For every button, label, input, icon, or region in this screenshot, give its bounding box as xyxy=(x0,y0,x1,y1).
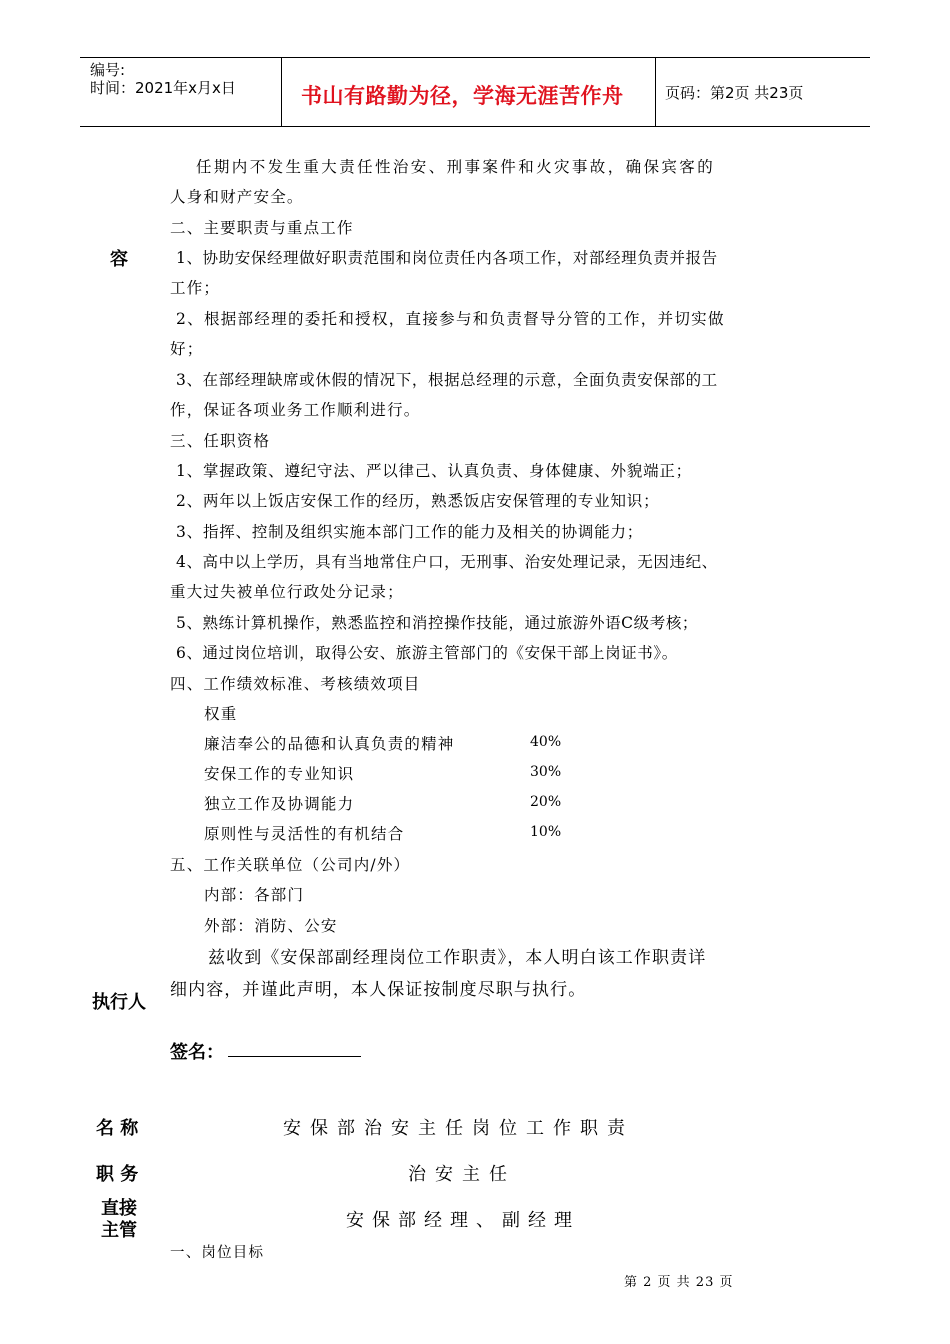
section-5-title: 五、工作关联单位（公司内/外） xyxy=(170,856,411,874)
header-divider-2 xyxy=(655,58,656,126)
qualification-2: 2、两年以上饭店安保工作的经历，熟悉饭店安保管理的专业知识； xyxy=(176,492,660,510)
section-2-title: 二、主要职责与重点工作 xyxy=(170,219,354,237)
weight-pct-2: 30% xyxy=(530,764,562,780)
qualification-4-line-1: 4、高中以上学历，具有当地常住户口，无刑事、治安处理记录，无因违纪、 xyxy=(176,553,718,571)
internal-units: 内部：各部门 xyxy=(204,886,305,904)
duty-1-line-1: 1、协助安保经理做好职责范围和岗位责任内各项工作，对部经理负责并报告 xyxy=(176,249,718,267)
signature-line[interactable] xyxy=(228,1056,361,1057)
side-label-executor: 执行人 xyxy=(92,992,146,1013)
intro-line-2: 人身和财产安全。 xyxy=(170,188,304,206)
weight-pct-1: 40% xyxy=(530,734,562,750)
duty-3-line-1: 3、在部经理缺席或休假的情况下，根据总经理的示意，全面负责安保部的工 xyxy=(176,371,718,389)
next-entry-position: 治安主任 xyxy=(408,1164,516,1185)
duty-2-line-1: 2、根据部经理的委托和授权，直接参与和负责督导分管的工作，并切实做 xyxy=(176,310,725,328)
intro-line-1: 任期内不发生重大责任性治安、刑事案件和火灾事故，确保宾客的 xyxy=(196,158,716,176)
weight-item-3: 独立工作及协调能力 xyxy=(204,795,355,813)
weight-item-4: 原则性与灵活性的有机结合 xyxy=(204,825,405,843)
qualification-4-line-2: 重大过失被单位行政处分记录； xyxy=(170,583,404,601)
header-divider-1 xyxy=(281,58,282,126)
qualification-6: 6、通过岗位培训，取得公安、旅游主管部门的《安保干部上岗证书》。 xyxy=(176,644,678,662)
section-4-title: 四、工作绩效标准、考核绩效项目 xyxy=(170,675,421,693)
duty-2-line-2: 好； xyxy=(170,340,204,358)
next-entry-supervisor: 安保部经理、副经理 xyxy=(346,1210,580,1231)
duty-3-line-2: 作，保证各项业务工作顺利进行。 xyxy=(170,401,421,419)
side-label-content: 容 xyxy=(110,249,128,270)
acknowledgement-line-2: 细内容，并谨此声明，本人保证按制度尽职与执行。 xyxy=(170,980,587,1000)
weight-label: 权重 xyxy=(204,705,238,723)
next-entry-name: 安保部治安主任岗位工作职责 xyxy=(283,1118,634,1139)
weight-item-2: 安保工作的专业知识 xyxy=(204,765,355,783)
side-label-position: 职 务 xyxy=(96,1164,139,1185)
section-3-title: 三、任职资格 xyxy=(170,432,271,450)
weight-pct-3: 20% xyxy=(530,794,562,810)
side-label-name: 名 称 xyxy=(96,1118,139,1139)
next-entry-section-1-title: 一、岗位目标 xyxy=(170,1245,265,1261)
qualification-5: 5、熟练计算机操作，熟悉监控和消控操作技能，通过旅游外语C级考核； xyxy=(176,614,699,632)
page-footer: 第 2 页 共 23 页 xyxy=(624,1275,734,1290)
header-motto: 书山有路勤为径，学海无涯苦作舟 xyxy=(301,84,624,108)
weight-pct-4: 10% xyxy=(530,824,562,840)
qualification-3: 3、指挥、控制及组织实施本部门工作的能力及相关的协调能力； xyxy=(176,523,644,541)
header-time-label: 时间：2021年x月x日 xyxy=(90,79,236,97)
header-number-label: 编号: xyxy=(90,61,126,79)
external-units: 外部：消防、公安 xyxy=(204,917,338,935)
duty-1-line-2: 工作； xyxy=(170,279,221,297)
side-label-supervisor-1: 直接 xyxy=(101,1198,137,1219)
qualification-1: 1、掌握政策、遵纪守法、严以律己、认真负责、身体健康、外貌端正； xyxy=(176,462,692,480)
side-label-supervisor-2: 主管 xyxy=(101,1220,137,1241)
weight-item-1: 廉洁奉公的品德和认真负责的精神 xyxy=(204,735,455,753)
signature-label: 签名： xyxy=(170,1042,224,1063)
acknowledgement-line-1: 兹收到《安保部副经理岗位工作职责》，本人明白该工作职责详 xyxy=(208,948,707,968)
header-page-info: 页码：第2页 共23页 xyxy=(665,84,804,102)
